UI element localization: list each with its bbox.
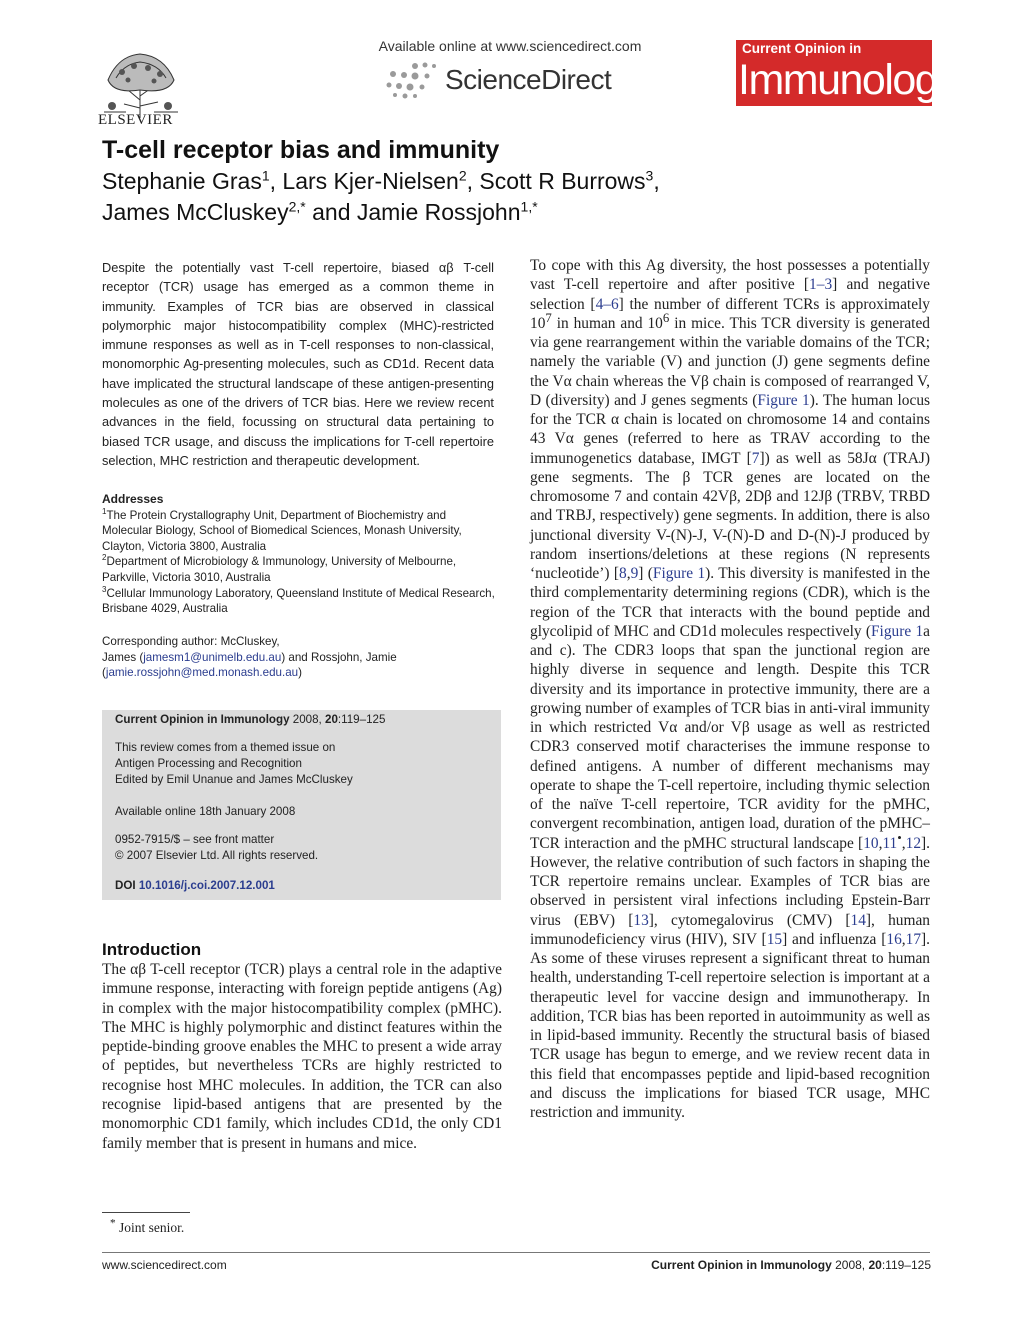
citation-link[interactable]: 15 xyxy=(766,930,783,948)
journal-logo-top: Current Opinion in xyxy=(742,41,862,56)
publisher-name: ELSEVIER xyxy=(98,112,173,128)
corresponding-text: James ( xyxy=(102,650,144,664)
affiliation-item xyxy=(102,554,497,585)
affiliation-item xyxy=(102,586,497,617)
body-text-run: in mice. This TCR diversity is generated via gene rearrangement within the variable domains of the TCR; namely the variable (V) and junction (J) gene segments define the Vα chain whereas the Vβ chain is composed of rearranged V, D (diversity) and J genes segments ( xyxy=(530,314,930,409)
body-text-run: To cope with this Ag diversity, the host possesses a potentially vast T-cell repertoire and after positive [ xyxy=(530,257,930,294)
superscript: • xyxy=(897,830,902,845)
journal-name: Current Opinion in Immunology xyxy=(115,713,290,726)
doi-link[interactable]: 10.1016/j.coi.2007.12.001 xyxy=(138,879,275,892)
citation-volume: 20 xyxy=(325,713,338,726)
journal-logo-name: Immunology xyxy=(738,56,958,104)
email-link[interactable]: jamesm1@unimelb.edu.au xyxy=(143,650,282,664)
sciencedirect-logo[interactable] xyxy=(385,58,645,102)
author-affiliation-mark[interactable]: 2 xyxy=(458,167,467,184)
author-separator: and xyxy=(305,199,357,225)
affiliation-text: The Protein Crystallography Unit, Department of Biochemistry and Molecular Biology, School of Biomedical Sciences, Monash University, Clayton, Victoria 3800, Australia xyxy=(102,508,462,553)
superscript: 7 xyxy=(545,310,552,325)
body-text-run: in human and 10 xyxy=(551,314,663,332)
citation-pages: :119–125 xyxy=(337,713,386,726)
themed-issue-line: This review comes from a themed issue on xyxy=(115,741,336,754)
footer-website[interactable]: www.sciencedirect.com xyxy=(102,1258,227,1272)
body-text-run: , xyxy=(901,834,906,852)
author-name[interactable]: James McCluskey xyxy=(102,199,289,225)
footer-year: 2008, xyxy=(831,1258,869,1272)
body-text-run: , xyxy=(901,930,906,948)
footer-citation xyxy=(580,1258,931,1272)
citation-line xyxy=(115,712,490,728)
footer-volume: 20 xyxy=(868,1258,882,1272)
body-text-run: ). This diversity is manifested in the third complementarity determining regions (CDR), which is the region of the TCR that interacts with the bound peptide and glycolipid of MHC and CD1d molecules respectively ( xyxy=(530,565,930,640)
superscript: 6 xyxy=(662,310,670,325)
footer-divider xyxy=(102,1252,930,1253)
author-separator: , xyxy=(466,168,480,194)
footer-pages: :119–125 xyxy=(881,1258,931,1272)
author-affiliation-mark[interactable]: 2,* xyxy=(288,198,306,215)
citation-link[interactable]: Figure 1 xyxy=(652,565,706,582)
body-text-run: ], human immunodeficiency virus (HIV), SIV [ xyxy=(530,911,930,948)
corresponding-text: ) xyxy=(298,666,302,680)
footnote xyxy=(110,1217,185,1236)
citation-link[interactable]: 17 xyxy=(905,930,922,948)
body-text-run: ). The human locus for the TCR α chain is located on chromosome 14 and contains 43 Vα genes (referred to here as TRAV according to the immunogenetics database, IMGT [ xyxy=(530,391,931,467)
affiliation-number: 1 xyxy=(102,506,107,516)
body-text-run: , xyxy=(878,834,883,852)
affiliation-number: 2 xyxy=(102,553,107,563)
body-text-run: ] ( xyxy=(638,565,653,582)
citation-year: 2008, xyxy=(289,713,326,726)
introduction-heading: Introduction xyxy=(102,940,202,959)
corresponding-text: ) and Rossjohn, Jamie xyxy=(281,650,397,664)
author-separator: , xyxy=(269,168,283,194)
author-name[interactable]: Scott R Burrows xyxy=(479,168,646,194)
available-date: Available online 18th January 2008 xyxy=(115,805,296,818)
article-title: T-cell receptor bias and immunity xyxy=(102,136,500,164)
addresses-block xyxy=(102,492,497,617)
corresponding-line xyxy=(102,650,497,666)
editors-line: Edited by Emil Unanue and James McCluskey xyxy=(115,773,353,786)
citation-link[interactable]: 1–3 xyxy=(809,276,833,294)
sciencedirect-dots-icon xyxy=(385,60,445,100)
body-text-run: , xyxy=(626,565,631,582)
journal-logo[interactable] xyxy=(736,40,958,106)
citation-link[interactable]: 13 xyxy=(633,911,649,929)
author-name[interactable]: Lars Kjer-Nielsen xyxy=(282,168,459,194)
citation-link[interactable]: 4–6 xyxy=(595,295,619,313)
footnote-mark: * xyxy=(110,1217,116,1230)
sciencedirect-wordmark: ScienceDirect xyxy=(445,64,612,95)
citation-link[interactable]: 9 xyxy=(630,565,639,582)
citation-link[interactable]: 16 xyxy=(886,930,902,948)
citation-link[interactable]: 7 xyxy=(751,449,760,467)
body-text-run: ]) as well as 58Jα (TRAJ) gene segments. The β TCR genes are located on the chromosome 7 and contain 42Vβ, 2Dβ and 12Jβ (TRBV, TRBD and TRBJ, respectively) gene segments. In addition, there is also junctional diversity V-(N)-J, V-(N)-D and D-(N)-J produced by random insertions/deletions at these regions (N represents ‘nucleotide’) [ xyxy=(530,449,930,582)
author-affiliation-mark[interactable]: 1 xyxy=(261,167,270,184)
email-link[interactable]: jamie.rossjohn@med.monash.edu.au xyxy=(105,666,299,680)
corresponding-text: ( xyxy=(102,666,106,680)
body-text-run: ] the number of different TCRs is approximately 10 xyxy=(530,295,930,332)
body-text-run: ] and influenza [ xyxy=(782,930,887,948)
body-text-run: ], cytomegalovirus (CMV) [ xyxy=(648,911,851,929)
corresponding-line: Corresponding author: McCluskey, xyxy=(102,635,280,648)
available-online-text[interactable]: Available online at www.sciencedirect.com xyxy=(378,38,642,54)
body-text-run: ]. However, the relative contribution of such factors in shaping the TCR repertoire remains unclear. Examples of TCR bias are observed in persistent viral infections including Epstein-Barr virus (EBV) [ xyxy=(530,834,930,929)
author-list xyxy=(102,166,862,228)
body-text-run: a and c). The CDR3 loops that span the junctional region are highly diverse in sequence and length. Despite this TCR diversity and its importance in protective immunity, there are a growing number of examples of TCR bias in anti-viral immunity in which restricted Vα and/or Vβ usage as well as restricted CDR3 conserved motif characterises the immune response to defined antigens. A number of different mechanisms may operate to shape the T-cell repertoire, including thymic selection of the naïve T-cell repertoire, TCR avidity for the pMHC, convergent recombination, antigen load, duration of the pMHC–TCR interaction and the pMHC structural landscape [ xyxy=(530,622,930,852)
footnote-text: Joint senior. xyxy=(119,1220,185,1235)
citation-link[interactable]: 8 xyxy=(619,565,627,582)
corresponding-author xyxy=(102,634,497,681)
author-affiliation-mark[interactable]: 1,* xyxy=(520,198,538,215)
body-text-run: ]. As some of these viruses represent a significant threat to human health, understanding T-cell repertoire selection is important at a therapeutic level for vaccine design and immunotherapy. In addition, TCR bias has been reported in autoimmunity as well as in lipid-based immunity. Recently the structural basis of biased TCR usage has begun to emerge, and we review recent data in this field that encompasses peptide and lipid-based recognition and discuss the implications for biased TCR usage, MHC restriction and immunity. xyxy=(530,930,930,1121)
abstract-text: Despite the potentially vast T-cell repertoire, biased αβ T-cell receptor (TCR) usage has emerged as a common theme in immunity. Examples of TCR bias are observed in classical polymorphic major histocompatibility complex (MHC)-restricted immune responses as well as in T-cell responses to non-classical, monomorphic Ag-presenting molecules, such as CD1d. Recent data have implicated the structural landscape of these antigen-presenting molecules as one of the drivers of TCR bias. Here we review recent advances in the field, focussing on structural data pertaining to biased TCR usage, and discuss the implications for T-cell repertoire selection, MHC restriction and therapeutic development. xyxy=(102,260,494,468)
corresponding-line xyxy=(102,665,497,681)
body-text-run: ] and negative selection [ xyxy=(530,276,930,313)
addresses-heading: Addresses xyxy=(102,492,164,506)
issn-line: 0952-7915/$ – see front matter xyxy=(115,833,275,846)
footer-journal: Current Opinion in Immunology xyxy=(651,1258,832,1272)
affiliation-text: Cellular Immunology Laboratory, Queensland Institute of Medical Research, Brisbane 4029, Australia xyxy=(102,586,495,616)
citation-link[interactable]: 10 xyxy=(863,834,879,852)
citation-link[interactable]: 14 xyxy=(850,911,866,929)
footnote-divider xyxy=(102,1212,190,1213)
citation-link[interactable]: Figure 1 xyxy=(871,622,924,640)
author-separator: , xyxy=(653,168,660,194)
doi-line xyxy=(115,878,490,894)
citation-link[interactable]: 12 xyxy=(905,834,922,852)
affiliation-number: 3 xyxy=(102,584,107,594)
citation-link[interactable]: Figure 1 xyxy=(757,391,810,409)
themed-issue-title: Antigen Processing and Recognition xyxy=(115,757,302,770)
author-affiliation-mark[interactable]: 3 xyxy=(645,167,654,184)
affiliation-item xyxy=(102,508,497,555)
copyright-line: © 2007 Elsevier Ltd. All rights reserved. xyxy=(115,849,319,862)
author-name[interactable]: Stephanie Gras xyxy=(102,168,262,194)
body-text-column xyxy=(530,256,930,1122)
author-name[interactable]: Jamie Rossjohn xyxy=(356,199,521,225)
doi-label: DOI xyxy=(115,879,139,892)
introduction-text: The αβ T-cell receptor (TCR) plays a central role in the adaptive immune response, interacting with foreign peptide antigens (Ag) in complex with the major histocompatibility complex (pMHC). The MHC is highly polymorphic and distinct features within the peptide-binding groove enables the MHC to present a wide array of peptides, but nevertheless TCRs are highly restricted to recognise host MHC molecules. In addition, the TCR can also recognise lipid-based antigens that are presented by the monomorphic CD1 family, which includes CD1d, the only CD1 family member that is present in humans and mice. xyxy=(102,961,502,1152)
article-info-box xyxy=(102,710,501,900)
affiliation-text: Department of Microbiology & Immunology, University of Melbourne, Parkville, Victoria 3010, Australia xyxy=(102,555,457,584)
citation-link[interactable]: 11 xyxy=(882,834,898,852)
